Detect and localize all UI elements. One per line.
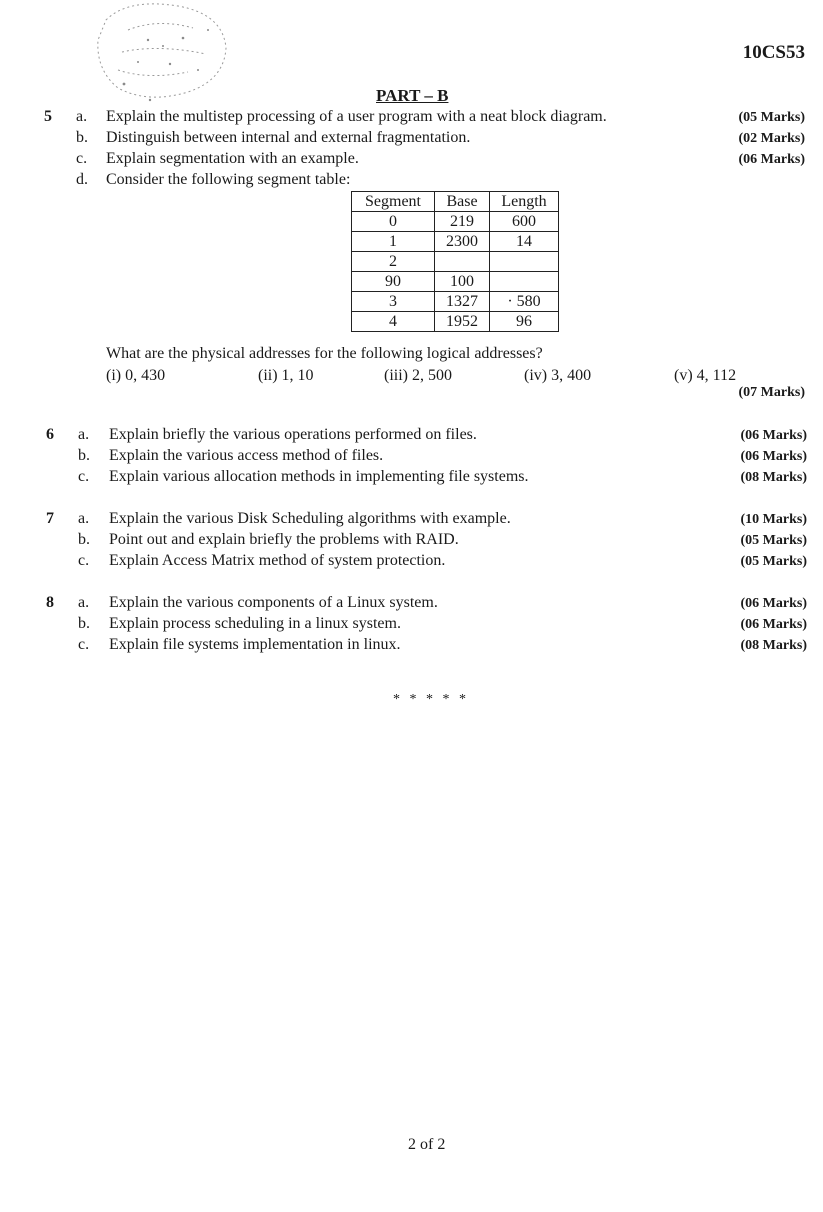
table-cell: 2	[352, 252, 435, 272]
stamp-watermark	[88, 0, 238, 110]
table-cell: 0	[352, 212, 435, 232]
q5b-letter: b.	[76, 129, 88, 146]
page-number: 2 of 2	[408, 1136, 446, 1153]
q8b-letter: b.	[78, 615, 90, 632]
q8a-text: Explain the various components of a Linux system.	[109, 594, 438, 611]
q5b-marks: (02 Marks)	[738, 131, 805, 146]
q7b-text: Point out and explain briefly the problems with RAID.	[109, 531, 459, 548]
question-number-7: 7	[46, 510, 54, 527]
q8c-marks: (08 Marks)	[740, 638, 807, 653]
table-cell: · 580	[490, 292, 559, 312]
q6a-letter: a.	[78, 426, 90, 443]
q8a-letter: a.	[78, 594, 90, 611]
address-ii: (ii) 1, 10	[258, 367, 314, 384]
q6c-marks: (08 Marks)	[740, 470, 807, 485]
q5d-letter: d.	[76, 171, 88, 188]
q5b-text: Distinguish between internal and external fragmentation.	[106, 129, 471, 146]
table-cell: 3	[352, 292, 435, 312]
part-heading: PART – B	[376, 86, 449, 105]
table-cell	[435, 252, 490, 272]
table-cell: 600	[490, 212, 559, 232]
q7b-letter: b.	[78, 531, 90, 548]
address-v: (v) 4, 112	[674, 367, 737, 384]
table-cell: 1	[352, 232, 435, 252]
table-cell: 96	[490, 312, 559, 332]
q7a-letter: a.	[78, 510, 90, 527]
q5d-marks: (07 Marks)	[738, 385, 805, 400]
table-cell: 1952	[435, 312, 490, 332]
question-number-8: 8	[46, 594, 54, 611]
q6b-letter: b.	[78, 447, 90, 464]
q8c-text: Explain file systems implementation in linux.	[109, 636, 401, 653]
end-stars: * * * * *	[393, 692, 469, 707]
table-cell: 219	[435, 212, 490, 232]
table-row	[352, 292, 559, 312]
q7c-letter: c.	[78, 552, 90, 569]
q8b-marks: (06 Marks)	[740, 617, 807, 632]
address-iv: (iv) 3, 400	[524, 367, 592, 384]
table-header-length: Length	[490, 192, 559, 212]
q7a-text: Explain the various Disk Scheduling algorithms with example.	[109, 510, 511, 527]
q5c-letter: c.	[76, 150, 88, 167]
q6c-text: Explain various allocation methods in implementing file systems.	[109, 468, 529, 485]
q8c-letter: c.	[78, 636, 90, 653]
table-cell: 90	[352, 272, 435, 292]
q5a-letter: a.	[76, 108, 88, 125]
q8a-marks: (06 Marks)	[740, 596, 807, 611]
question-number-6: 6	[46, 426, 54, 443]
table-cell	[490, 252, 559, 272]
q7c-text: Explain Access Matrix method of system protection.	[109, 552, 446, 569]
q7b-marks: (05 Marks)	[740, 533, 807, 548]
table-header-base: Base	[435, 192, 490, 212]
q5c-marks: (06 Marks)	[738, 152, 805, 167]
table-row	[352, 232, 559, 252]
q8b-text: Explain process scheduling in a linux system.	[109, 615, 401, 632]
q5d-followup-question: What are the physical addresses for the following logical addresses?	[106, 345, 543, 362]
subject-code: 10CS53	[742, 42, 805, 63]
table-row	[352, 312, 559, 332]
q5c-text: Explain segmentation with an example.	[106, 150, 359, 167]
q6a-text: Explain briefly the various operations performed on files.	[109, 426, 477, 443]
table-cell: 4	[352, 312, 435, 332]
question-number-5: 5	[44, 108, 52, 125]
table-header-segment: Segment	[352, 192, 435, 212]
q5a-text: Explain the multistep processing of a user program with a neat block diagram.	[106, 108, 607, 125]
table-cell	[490, 272, 559, 292]
q6b-marks: (06 Marks)	[740, 449, 807, 464]
segment-table-header-row	[352, 192, 559, 212]
q7a-marks: (10 Marks)	[740, 512, 807, 527]
q6c-letter: c.	[78, 468, 90, 485]
q7c-marks: (05 Marks)	[740, 554, 807, 569]
q6b-text: Explain the various access method of files.	[109, 447, 384, 464]
q6a-marks: (06 Marks)	[740, 428, 807, 443]
table-cell: 1327	[435, 292, 490, 312]
address-i: (i) 0, 430	[106, 367, 166, 384]
q5a-marks: (05 Marks)	[738, 110, 805, 125]
table-row	[352, 252, 559, 272]
q5d-text: Consider the following segment table:	[106, 171, 351, 188]
table-cell: 100	[435, 272, 490, 292]
address-iii: (iii) 2, 500	[384, 367, 452, 384]
table-row	[352, 212, 559, 232]
segment-table	[351, 191, 559, 332]
table-row	[352, 272, 559, 292]
table-cell: 14	[490, 232, 559, 252]
table-cell: 2300	[435, 232, 490, 252]
